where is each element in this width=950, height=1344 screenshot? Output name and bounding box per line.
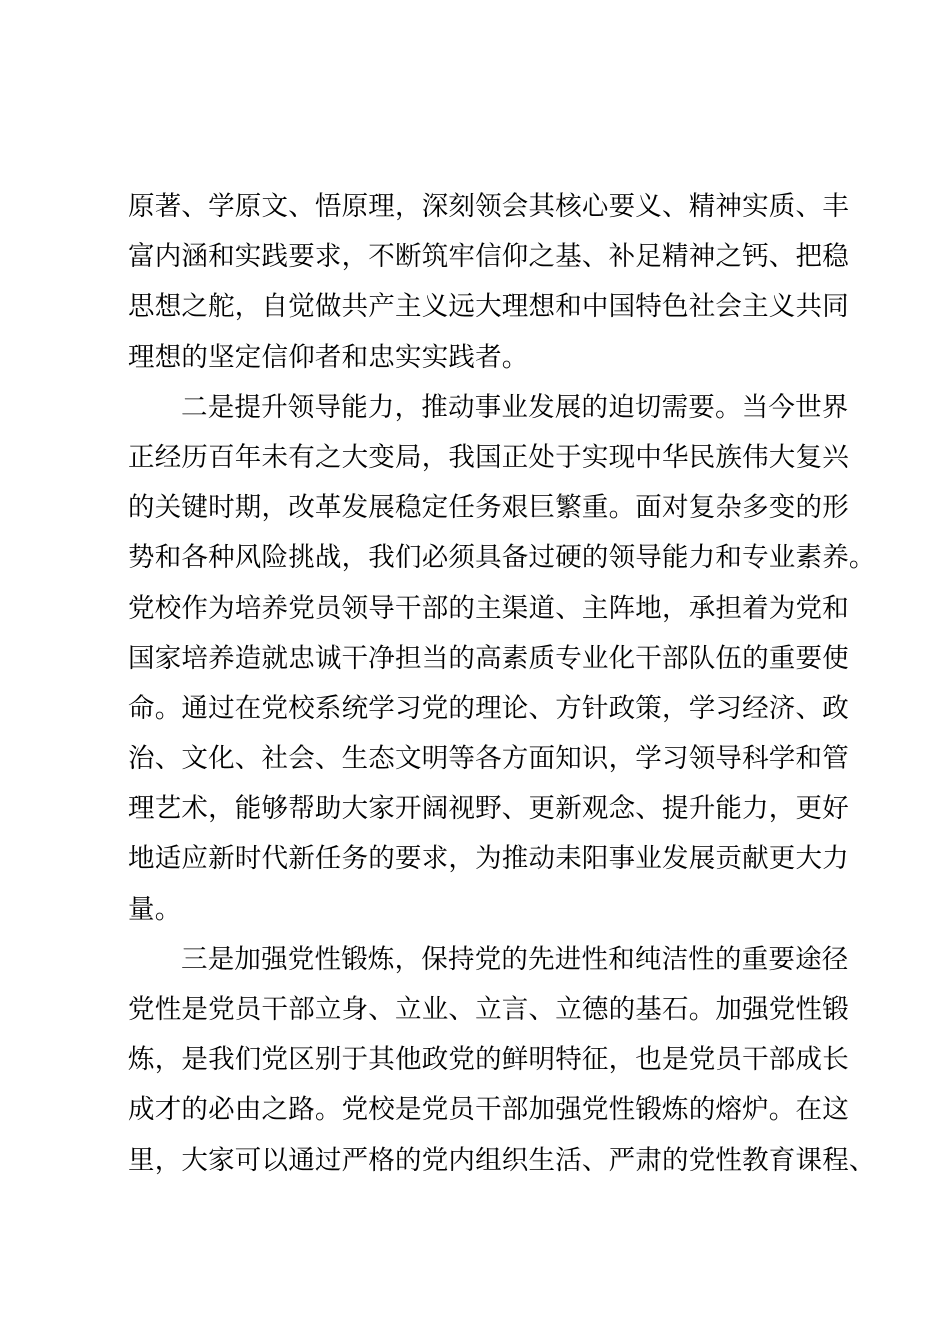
text-line: 命。通过在党校系统学习党的理论、方针政策，学习经济、政 <box>128 692 849 724</box>
text-line: 地适应新时代新任务的要求，为推动耒阳事业发展贡献更大力 <box>128 843 849 875</box>
text-line: 党性是党员干部立身、立业、立言、立德的基石。加强党性锻 <box>128 994 849 1025</box>
text-line: 理想的坚定信仰者和忠实实践者。 <box>128 341 529 373</box>
text-line: 理艺术，能够帮助大家开阔视野、更新观念、提升能力，更好 <box>128 793 849 825</box>
body-text <box>128 182 876 1186</box>
text-line: 炼，是我们党区别于其他政党的鲜明特征，也是党员干部成长 <box>128 1044 849 1076</box>
text-line: 势和各种风险挑战，我们必须具备过硬的领导能力和专业素养。 <box>128 542 876 574</box>
text-line: 的关键时期，改革发展稳定任务艰巨繁重。面对复杂多变的形 <box>128 492 849 524</box>
text-line: 里，大家可以通过严格的党内组织生活、严肃的党性教育课程、 <box>128 1144 876 1176</box>
text-line: 原著、学原文、悟原理，深刻领会其核心要义、精神实质、丰 <box>128 191 849 222</box>
text-line: 党校作为培养党员领导干部的主渠道、主阵地，承担着为党和 <box>128 592 849 624</box>
text-line: 正经历百年未有之大变局，我国正处于实现中华民族伟大复兴 <box>128 441 849 473</box>
text-line: 治、文化、社会、生态文明等各方面知识，学习领导科学和管 <box>128 743 849 775</box>
text-line: 量。 <box>128 893 182 925</box>
text-line: 富内涵和实践要求，不断筑牢信仰之基、补足精神之钙、把稳 <box>128 241 849 273</box>
paragraph-start-line: 二是提升领导能力，推动事业发展的迫切需要。当今世界 <box>181 391 849 423</box>
text-line: 成才的必由之路。党校是党员干部加强党性锻炼的熔炉。在这 <box>128 1094 849 1126</box>
paragraph-start-line: 三是加强党性锻炼，保持党的先进性和纯洁性的重要途径 <box>181 943 849 975</box>
text-line: 思想之舵，自觉做共产主义远大理想和中国特色社会主义共同 <box>128 291 849 323</box>
text-line: 国家培养造就忠诚干净担当的高素质专业化干部队伍的重要使 <box>128 642 849 674</box>
